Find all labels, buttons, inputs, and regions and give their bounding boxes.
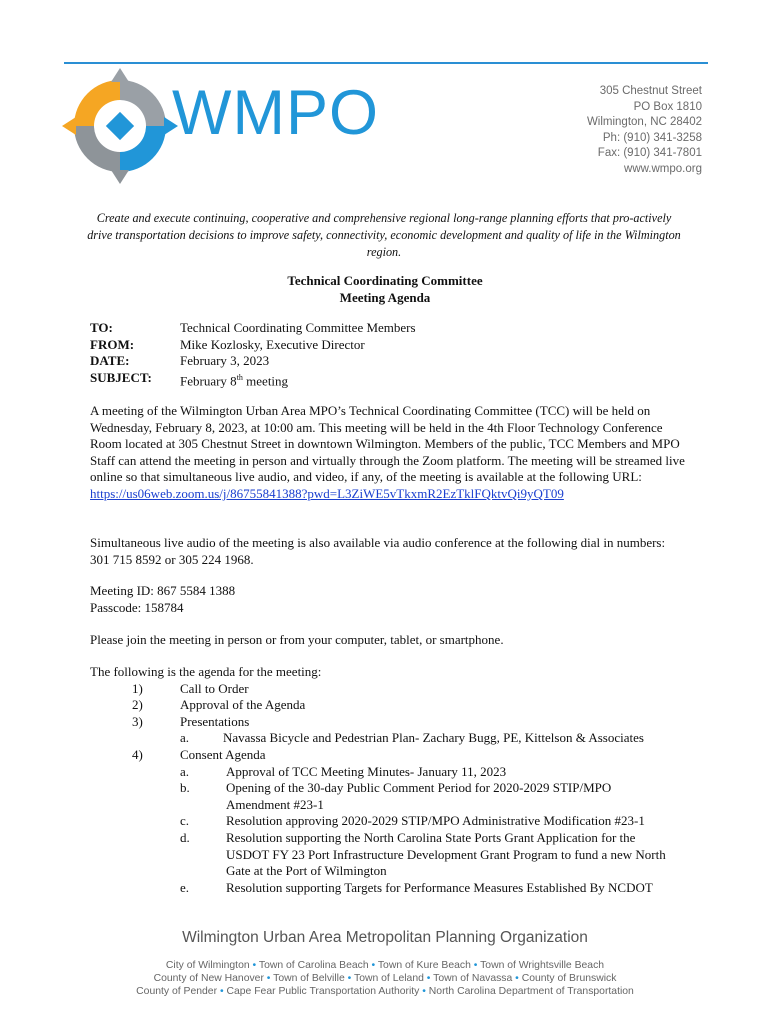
- to-value: Technical Coordinating Committee Members: [180, 320, 416, 335]
- zoom-link[interactable]: https://us06web.zoom.us/j/86755841388?pwd=L3ZiWE5vTkxmR2EzTklFQktvQi9yQT09: [90, 485, 564, 501]
- agenda-subitem: a. Navassa Bicycle and Pedestrian Plan- Zachary Bugg, PE, Kittelson & Associates: [180, 730, 644, 746]
- agenda-item: 3) Presentations: [132, 713, 250, 729]
- phone-line: Ph: (910) 341-3258: [602, 131, 702, 144]
- footer-title: Wilmington Urban Area Metropolitan Planning Organization: [182, 929, 588, 946]
- agenda-subitem: d. Resolution supporting the North Carolina State Ports Grant Application for the USDOT FY 23 Port Infrastructure Development Grant Program to fund a new North Gate at the Port of Wilmington: [180, 829, 666, 879]
- subject-label: SUBJECT:: [90, 369, 152, 385]
- wmpo-logo-icon: [60, 66, 180, 186]
- date-value: February 3, 2023: [180, 353, 270, 369]
- address-line: PO Box 1810: [633, 100, 702, 113]
- memo-header: [90, 320, 416, 390]
- meeting-paragraph: [90, 403, 686, 503]
- agenda-intro: The following is the agenda for the meeting:: [90, 664, 322, 679]
- website-line[interactable]: www.wmpo.org: [624, 162, 702, 175]
- document-subtitle: Meeting Agenda: [339, 290, 431, 305]
- agenda-subitem: c. Resolution approving 2020-2029 STIP/MPO Administrative Modification #23-1: [180, 813, 645, 829]
- join-paragraph: Please join the meeting in person or from your computer, tablet, or smartphone.: [90, 632, 504, 647]
- address-block: [587, 84, 702, 178]
- meeting-id: Meeting ID: 867 5584 1388: [90, 583, 236, 598]
- dial-in-paragraph: Simultaneous live audio of the meeting is also available via audio conference at the following dial in numbers: 301 715 8592 or 305 224 1968.: [90, 535, 666, 567]
- agenda-subitem: b. Opening of the 30-day Public Comment Period for 2020-2029 STIP/MPO Amendment #23-1: [180, 780, 612, 812]
- meeting-credentials: [90, 583, 686, 616]
- agenda-subitem: e. Resolution supporting Targets for Performance Measures Established By NCDOT: [180, 879, 653, 895]
- footer-members-line: County of Pender • Cape Fear Public Transportation Authority • North Carolina Department of Transportation: [136, 986, 634, 997]
- meeting-description: A meeting of the Wilmington Urban Area MPO’s Technical Coordinating Committee (TCC) will be held on Wednesday, February 8, 2023, at 10:00 am. This meeting will be held in the 4th Floor Technology Conference Room located at 305 Chestnut Street in downtown Wilmington. Members of the public, TCC Members and MPO Staff can attend the meeting in person and virtually through the Zoom platform. The meeting will be streamed live online so that simultaneous live audio, and video, if any, of the meeting is available at the following URL:: [90, 403, 685, 485]
- agenda-list: [90, 664, 690, 896]
- footer-members-line: City of Wilmington • Town of Carolina Beach • Town of Kure Beach • Town of Wrightsville Beach: [165, 960, 605, 971]
- passcode: Passcode: 158784: [90, 599, 184, 615]
- header-rule: [64, 62, 708, 64]
- brand-wordmark: WMPO: [172, 78, 379, 148]
- address-line: 305 Chestnut Street: [599, 85, 702, 97]
- subject-value: February 8th meeting: [180, 372, 289, 389]
- footer-members-line: County of New Hanover • Town of Belville • Town of Leland • Town of Navassa • County of Brunswick: [153, 973, 617, 984]
- from-label: FROM:: [90, 336, 135, 352]
- agenda-item: 1) Call to Order: [132, 680, 249, 696]
- address-line: Wilmington, NC 28402: [586, 116, 702, 129]
- agenda-subitem: a. Approval of TCC Meeting Minutes- January 11, 2023: [180, 763, 507, 779]
- fax-line: Fax: (910) 341-7801: [597, 147, 702, 160]
- from-value: Mike Kozlosky, Executive Director: [180, 336, 365, 352]
- agenda-item: 4) Consent Agenda: [132, 746, 266, 762]
- mission-statement: Create and execute continuing, cooperative and comprehensive regional long-range planning efforts that pro-actively drive transportation decisions to improve safety, connectivity, economic development and quality of life in the Wilmington region.: [87, 211, 681, 259]
- date-label: DATE:: [90, 353, 130, 369]
- to-label: TO:: [90, 320, 113, 335]
- document-title: Technical Coordinating Committee: [287, 273, 483, 288]
- agenda-item: 2) Approval of the Agenda: [132, 697, 306, 713]
